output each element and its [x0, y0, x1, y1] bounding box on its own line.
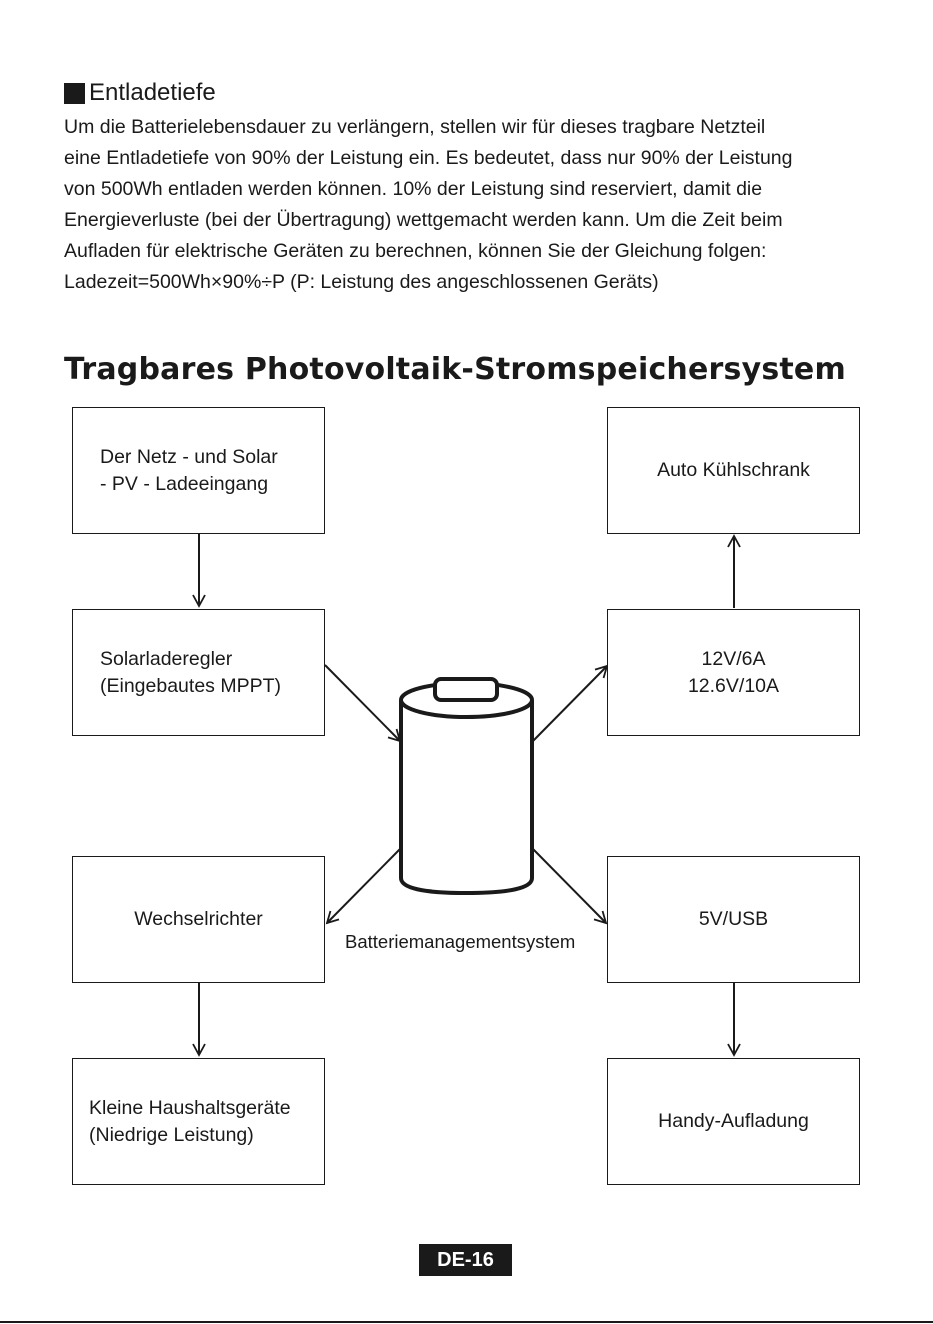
- bottom-divider: [0, 1321, 933, 1323]
- usb-output-box: [607, 856, 860, 983]
- charging-input-box: [72, 407, 325, 534]
- arrow-battery-to-usb: [533, 849, 606, 923]
- box-label: Der Netz - und Solar: [100, 445, 278, 468]
- paragraph-line: eine Entladetiefe von 90% der Leistung ein. Es bedeutet, dass nur 90% der Leistung: [64, 147, 793, 169]
- box-label: (Niedrige Leistung): [89, 1123, 254, 1146]
- box-label: Auto Kühlschrank: [657, 459, 810, 481]
- arrow-controller-to-battery: [325, 665, 400, 741]
- arrow-battery-to-inverter: [327, 849, 400, 923]
- paragraph-line: Um die Batterielebensdauer zu verlängern, stellen wir für dieses tragbare Netzteil: [64, 116, 766, 138]
- box-label: 12V/6A: [701, 647, 766, 670]
- box-label: 5V/USB: [698, 908, 769, 930]
- bms-label: Batteriemanagementsystem: [345, 931, 576, 952]
- car-fridge-box: [607, 407, 860, 534]
- paragraph-line: Aufladen für elektrische Geräten zu berechnen, können Sie der Gleichung folgen:: [64, 240, 767, 262]
- paragraph-line: Ladezeit=500Wh×90%÷P (P: Leistung des angeschlossenen Geräts): [64, 271, 659, 293]
- box-label: (Eingebautes MPPT): [100, 674, 281, 697]
- box-label: - PV - Ladeeingang: [100, 472, 269, 495]
- box-label: Wechselrichter: [134, 908, 263, 930]
- dc-output-box: [607, 609, 860, 736]
- box-label: Kleine Haushaltsgeräte: [89, 1096, 291, 1119]
- battery-icon: [401, 679, 532, 893]
- page-number-badge: DE-16: [419, 1244, 512, 1276]
- arrow-battery-to-dc: [533, 666, 607, 741]
- solar-controller-box: [72, 609, 325, 736]
- inverter-box: [72, 856, 325, 983]
- phone-charging-box: [607, 1058, 860, 1185]
- paragraph-line: von 500Wh entladen werden können. 10% der Leistung sind reserviert, damit die: [64, 178, 763, 200]
- appliances-box: [72, 1058, 325, 1185]
- box-label: 12.6V/10A: [687, 674, 780, 697]
- box-label: Handy-Aufladung: [658, 1110, 809, 1132]
- box-label: Solarladeregler: [100, 647, 233, 670]
- paragraph-line: Energieverluste (bei der Übertragung) wettgemacht werden kann. Um die Zeit beim: [64, 209, 783, 231]
- section-heading-text: Entladetiefe: [89, 79, 216, 106]
- diagram-title: Tragbares Photovoltaik-Stromspeichersystem: [64, 352, 846, 387]
